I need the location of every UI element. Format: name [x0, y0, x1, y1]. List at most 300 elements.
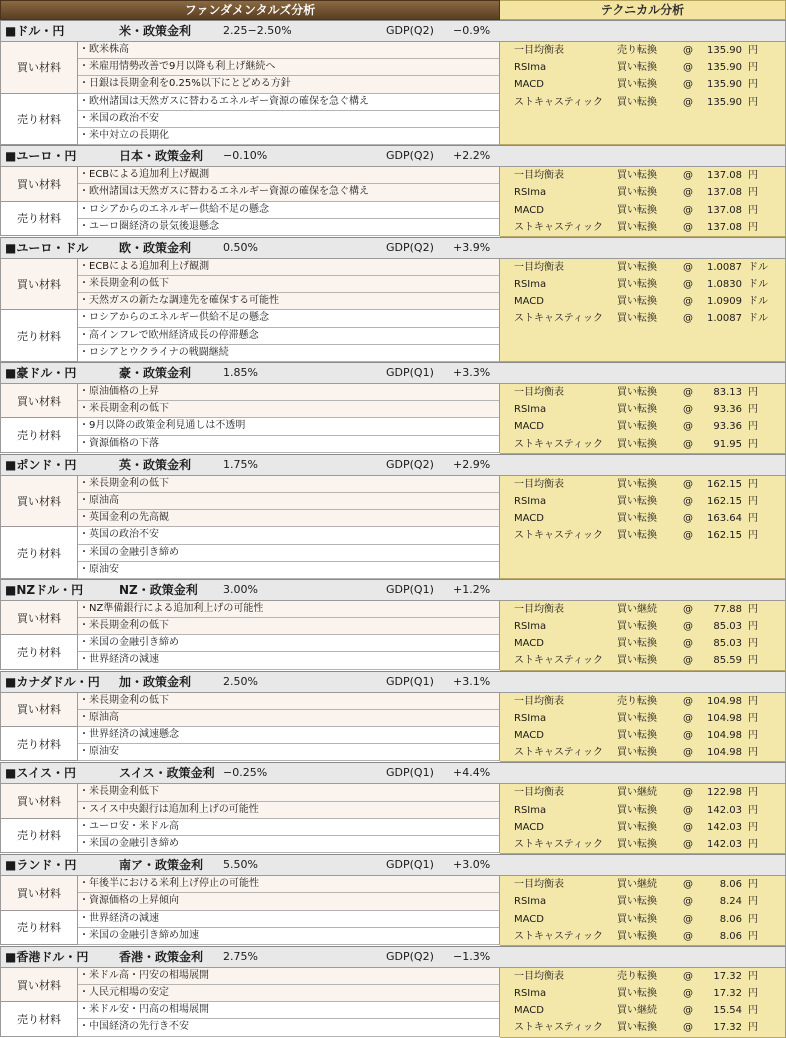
signal-text: 買い転換: [617, 96, 657, 108]
sell-factors-group: [0, 911, 500, 945]
sell-factor-item: ・米中対立の長期化: [78, 128, 499, 145]
price-value: 1.0909: [707, 296, 742, 308]
buy-factors-list: [78, 384, 500, 418]
buy-factors-label: 買い材料: [0, 693, 78, 727]
buy-factor-item: ・人民元相場の安定: [78, 985, 499, 1002]
price-value: 162.15: [707, 495, 742, 507]
technical-block: [500, 167, 786, 237]
technical-row: [500, 693, 785, 710]
price-unit: 円: [748, 513, 758, 525]
indicator-name: MACD: [514, 730, 544, 741]
at-sign: @: [683, 930, 693, 942]
at-sign: @: [683, 879, 693, 891]
buy-factors-list: [78, 601, 500, 635]
currency-pair-name: ■スイス・円: [5, 766, 76, 781]
indicator-name: RSIma: [514, 621, 547, 633]
signal-text: 買い転換: [617, 638, 657, 650]
buy-factors-label: 買い材料: [0, 259, 78, 311]
at-sign: @: [683, 530, 693, 542]
signal-text: 買い転換: [617, 387, 657, 398]
signal-text: 買い転換: [617, 1022, 657, 1034]
indicator-name: 一目均衡表: [514, 478, 564, 490]
price-value: 93.36: [713, 421, 742, 433]
signal-text: 売り転換: [617, 970, 657, 982]
technical-row: [500, 59, 785, 76]
price-value: 142.03: [707, 838, 742, 850]
sell-factors-label: 売り材料: [0, 202, 78, 236]
indicator-name: ストキャスティック: [514, 221, 603, 233]
sell-factors-group: [0, 202, 500, 236]
technical-row: [500, 418, 785, 435]
buy-factor-item: ・年後半における米利上げ停止の可能性: [78, 876, 499, 893]
price-unit: 円: [748, 804, 758, 816]
buy-factors-label: 買い材料: [0, 968, 78, 1002]
currency-pair-name: ■ユーロ・円: [5, 149, 77, 164]
gdp-label: GDP(Q2): [386, 240, 434, 254]
section-title-row: [0, 20, 786, 42]
at-sign: @: [683, 1022, 693, 1034]
fundamentals-block: [0, 384, 500, 454]
sell-factor-item: ・中国経済の先行き不安: [78, 1019, 499, 1036]
buy-factors-list: [78, 968, 500, 1002]
technical-row: [500, 727, 785, 744]
price-unit: 円: [748, 988, 758, 1000]
buy-factors-label: 買い材料: [0, 601, 78, 635]
sell-factors-list: [78, 727, 500, 761]
buy-factor-item: ・米長期金利の低下: [78, 276, 499, 293]
signal-text: 買い転換: [617, 187, 657, 199]
sell-factors-label: 売り材料: [0, 1002, 78, 1036]
at-sign: @: [683, 787, 693, 799]
technical-row: [500, 601, 785, 618]
buy-factors-group: [0, 167, 500, 201]
technical-row: [500, 911, 785, 928]
currency-pair-name: ■ポンド・円: [5, 457, 77, 472]
price-unit: 円: [748, 387, 758, 398]
signal-text: 買い継続: [617, 1005, 657, 1017]
gdp-label: GDP(Q2): [386, 949, 434, 963]
policy-rate-value: 5.50%: [223, 858, 258, 872]
price-unit: 円: [748, 204, 758, 216]
technical-row: [500, 618, 785, 635]
buy-factors-list: [78, 784, 500, 818]
sell-factor-item: ・ユーロ圏経済の景気後退懸念: [78, 219, 499, 236]
signal-text: 買い継続: [617, 787, 657, 799]
price-value: 104.98: [707, 695, 742, 707]
indicator-name: RSIma: [514, 62, 547, 74]
section-body: [0, 42, 786, 145]
table-header-row: [0, 0, 786, 20]
at-sign: @: [683, 261, 693, 273]
technical-block: [500, 876, 786, 946]
at-sign: @: [683, 970, 693, 982]
indicator-name: ストキャスティック: [514, 838, 603, 850]
gdp-label: GDP(Q2): [386, 149, 434, 163]
section-title-row: [0, 362, 786, 384]
indicator-name: ストキャスティック: [514, 930, 603, 942]
price-value: 122.98: [707, 787, 742, 799]
policy-rate-label: 欧・政策金利: [119, 240, 192, 255]
currency-sections: [0, 20, 786, 1038]
policy-rate-value: 3.00%: [223, 582, 258, 596]
indicator-name: 一目均衡表: [514, 695, 564, 707]
sell-factor-item: ・世界経済の減速: [78, 652, 499, 669]
sell-factor-item: ・米国の政治不安: [78, 111, 499, 128]
indicator-name: RSIma: [514, 712, 547, 724]
price-unit: 円: [748, 438, 758, 450]
price-unit: 円: [748, 96, 758, 108]
buy-factor-item: ・欧米株高: [78, 42, 499, 59]
signal-text: 買い転換: [617, 421, 657, 433]
policy-rate-value: 2.75%: [223, 949, 258, 963]
sell-factor-item: ・世界経済の減速: [78, 911, 499, 928]
price-unit: 円: [748, 970, 758, 982]
indicator-name: MACD: [514, 638, 544, 650]
buy-factors-list: [78, 693, 500, 727]
section-body: [0, 167, 786, 237]
indicator-name: 一目均衡表: [514, 170, 564, 182]
technical-row: [500, 436, 785, 453]
buy-factor-item: ・米ドル高・円安の相場展開: [78, 968, 499, 985]
buy-factors-group: [0, 784, 500, 818]
buy-factor-item: ・米長期金利の低下: [78, 476, 499, 493]
fundamentals-block: [0, 42, 500, 145]
indicator-name: RSIma: [514, 804, 547, 816]
buy-factor-item: ・英国金利の先高観: [78, 510, 499, 527]
sell-factors-list: [78, 819, 500, 853]
price-value: 85.03: [713, 621, 742, 633]
indicator-name: ストキャスティック: [514, 747, 603, 759]
sell-factors-group: [0, 527, 500, 579]
signal-text: 買い転換: [617, 913, 657, 925]
signal-text: 買い転換: [617, 988, 657, 1000]
at-sign: @: [683, 913, 693, 925]
price-unit: 円: [748, 747, 758, 759]
technical-row: [500, 836, 785, 853]
signal-text: 買い転換: [617, 296, 657, 308]
sell-factors-group: [0, 94, 500, 146]
gdp-value: +2.9%: [453, 457, 491, 471]
technical-row: [500, 635, 785, 652]
signal-text: 買い転換: [617, 655, 657, 667]
technical-row: [500, 276, 785, 293]
section-title-row: [0, 145, 786, 167]
gdp-label: GDP(Q1): [386, 858, 434, 872]
at-sign: @: [683, 421, 693, 433]
price-value: 162.15: [707, 478, 742, 490]
technical-row: [500, 493, 785, 510]
policy-rate-label: スイス・政策金利: [119, 766, 215, 781]
signal-text: 買い転換: [617, 621, 657, 633]
buy-factors-list: [78, 42, 500, 94]
buy-factor-item: ・米長期金利の低下: [78, 693, 499, 710]
currency-section: [0, 237, 786, 362]
policy-rate-label: 豪・政策金利: [119, 366, 192, 380]
gdp-value: +3.9%: [453, 240, 491, 254]
signal-text: 買い転換: [617, 747, 657, 759]
price-unit: 円: [748, 1005, 758, 1017]
at-sign: @: [683, 730, 693, 741]
sell-factors-label: 売り材料: [0, 727, 78, 761]
price-value: 135.90: [707, 96, 742, 108]
buy-factor-item: ・日銀は長期金利を0.25%以下にとどめる方針: [78, 76, 499, 93]
price-value: 17.32: [713, 988, 742, 1000]
price-value: 104.98: [707, 747, 742, 759]
at-sign: @: [683, 495, 693, 507]
price-value: 8.06: [719, 879, 742, 891]
section-title-row: [0, 579, 786, 601]
price-unit: 円: [748, 695, 758, 707]
price-value: 91.95: [713, 438, 742, 450]
buy-factor-item: ・米雇用情勢改善で9月以降も利上げ継続へ: [78, 59, 499, 76]
indicator-name: MACD: [514, 204, 544, 216]
technical-row: [500, 928, 785, 945]
at-sign: @: [683, 187, 693, 199]
signal-text: 買い継続: [617, 603, 657, 615]
sell-factor-item: ・ユーロ安・米ドル高: [78, 819, 499, 836]
price-value: 135.90: [707, 79, 742, 91]
sell-factor-item: ・高インフレで欧州経済成長の停滞懸念: [78, 328, 499, 345]
technical-row: [500, 401, 785, 418]
technical-row: [500, 219, 785, 236]
gdp-label: GDP(Q1): [386, 674, 434, 688]
price-unit: ドル: [748, 261, 768, 273]
sell-factors-list: [78, 310, 500, 362]
indicator-name: MACD: [514, 913, 544, 925]
sell-factors-list: [78, 635, 500, 669]
signal-text: 買い転換: [617, 404, 657, 416]
at-sign: @: [683, 313, 693, 325]
buy-factors-list: [78, 167, 500, 201]
price-unit: 円: [748, 170, 758, 182]
section-title-row: [0, 946, 786, 968]
sell-factor-item: ・ロシアとウクライナの戦闘継続: [78, 345, 499, 362]
price-value: 137.08: [707, 187, 742, 199]
signal-text: 買い転換: [617, 204, 657, 216]
technical-block: [500, 601, 786, 671]
buy-factors-group: [0, 259, 500, 311]
technical-row: [500, 527, 785, 544]
sell-factor-item: ・米国の金融引き締め: [78, 635, 499, 652]
technical-row: [500, 42, 785, 59]
price-unit: 円: [748, 45, 758, 56]
at-sign: @: [683, 838, 693, 850]
currency-section: [0, 20, 786, 145]
price-value: 17.32: [713, 1022, 742, 1034]
signal-text: 買い転換: [617, 478, 657, 490]
price-value: 1.0087: [707, 261, 742, 273]
currency-pair-name: ■カナダドル・円: [5, 674, 100, 689]
buy-factors-list: [78, 876, 500, 910]
sell-factors-label: 売り材料: [0, 418, 78, 452]
price-value: 135.90: [707, 62, 742, 74]
technical-row: [500, 784, 785, 801]
signal-text: 買い転換: [617, 530, 657, 542]
sell-factor-item: ・ロシアからのエネルギー供給不足の懸念: [78, 202, 499, 219]
at-sign: @: [683, 988, 693, 1000]
at-sign: @: [683, 221, 693, 233]
currency-section: [0, 762, 786, 854]
gdp-label: GDP(Q2): [386, 457, 434, 471]
buy-factor-item: ・天然ガスの新たな調達先を確保する可能性: [78, 293, 499, 310]
technical-row: [500, 184, 785, 201]
buy-factors-label: 買い材料: [0, 784, 78, 818]
price-value: 8.06: [719, 930, 742, 942]
at-sign: @: [683, 695, 693, 707]
buy-factors-list: [78, 476, 500, 528]
price-unit: ドル: [748, 296, 768, 308]
indicator-name: 一目均衡表: [514, 787, 564, 799]
currency-pair-name: ■豪ドル・円: [5, 366, 77, 380]
buy-factor-item: ・NZ準備銀行による追加利上げの可能性: [78, 601, 499, 618]
signal-text: 買い転換: [617, 821, 657, 833]
technical-row: [500, 1002, 785, 1019]
technical-row: [500, 710, 785, 727]
fundamentals-block: [0, 693, 500, 763]
technical-row: [500, 510, 785, 527]
fundamentals-header: ファンダメンタルズ分析: [0, 0, 500, 20]
price-value: 15.54: [713, 1005, 742, 1017]
price-unit: 円: [748, 655, 758, 667]
signal-text: 買い継続: [617, 879, 657, 891]
policy-rate-value: 2.25−2.50%: [223, 24, 292, 37]
indicator-name: ストキャスティック: [514, 1022, 603, 1034]
price-value: 104.98: [707, 712, 742, 724]
section-title-row: [0, 854, 786, 876]
signal-text: 買い転換: [617, 313, 657, 325]
gdp-value: +2.2%: [453, 149, 491, 163]
currency-section: [0, 454, 786, 579]
policy-rate-label: 南ア・政策金利: [119, 858, 204, 873]
currency-pair-name: ■ランド・円: [5, 858, 77, 873]
signal-text: 買い転換: [617, 79, 657, 91]
buy-factor-item: ・スイス中央銀行は追加利上げの可能性: [78, 802, 499, 819]
signal-text: 売り転換: [617, 45, 657, 56]
price-value: 142.03: [707, 804, 742, 816]
technical-row: [500, 476, 785, 493]
section-body: [0, 968, 786, 1038]
sell-factor-item: ・米国の金融引き締め: [78, 836, 499, 853]
signal-text: 買い転換: [617, 712, 657, 724]
at-sign: @: [683, 279, 693, 291]
technical-row: [500, 202, 785, 219]
technical-block: [500, 384, 786, 454]
currency-section: [0, 946, 786, 1038]
sell-factor-item: ・世界経済の減速懸念: [78, 727, 499, 744]
buy-factors-label: 買い材料: [0, 876, 78, 910]
indicator-name: RSIma: [514, 279, 547, 291]
sell-factor-item: ・資源価格の下落: [78, 436, 499, 453]
sell-factors-group: [0, 727, 500, 761]
price-value: 137.08: [707, 221, 742, 233]
price-value: 77.88: [713, 603, 742, 615]
signal-text: 買い転換: [617, 170, 657, 182]
fundamentals-block: [0, 259, 500, 362]
price-unit: 円: [748, 221, 758, 233]
technical-row: [500, 94, 785, 111]
technical-row: [500, 893, 785, 910]
sell-factors-list: [78, 94, 500, 146]
price-value: 85.59: [713, 655, 742, 667]
price-value: 1.0087: [707, 313, 742, 325]
buy-factor-item: ・ECBによる追加利上げ観測: [78, 167, 499, 184]
price-value: 142.03: [707, 821, 742, 833]
sell-factors-label: 売り材料: [0, 94, 78, 146]
price-unit: 円: [748, 638, 758, 650]
at-sign: @: [683, 513, 693, 525]
gdp-value: +3.3%: [453, 366, 491, 379]
fundamentals-block: [0, 167, 500, 237]
currency-section: [0, 362, 786, 454]
price-value: 85.03: [713, 638, 742, 650]
at-sign: @: [683, 821, 693, 833]
policy-rate-value: 1.85%: [223, 366, 258, 379]
price-unit: 円: [748, 1022, 758, 1034]
signal-text: 買い転換: [617, 438, 657, 450]
buy-factors-list: [78, 259, 500, 311]
currency-pair-name: ■香港ドル・円: [5, 949, 89, 964]
sell-factors-list: [78, 418, 500, 452]
signal-text: 買い転換: [617, 730, 657, 741]
section-body: [0, 259, 786, 362]
price-unit: 円: [748, 821, 758, 833]
at-sign: @: [683, 1005, 693, 1017]
buy-factors-group: [0, 876, 500, 910]
technical-block: [500, 259, 786, 362]
technical-row: [500, 876, 785, 893]
indicator-name: 一目均衡表: [514, 261, 564, 273]
technical-block: [500, 693, 786, 763]
price-unit: 円: [748, 879, 758, 891]
at-sign: @: [683, 387, 693, 398]
buy-factor-item: ・米長期金利の低下: [78, 401, 499, 418]
sell-factors-list: [78, 202, 500, 236]
currency-section: [0, 579, 786, 671]
gdp-label: GDP(Q1): [386, 766, 434, 780]
policy-rate-label: 英・政策金利: [119, 457, 192, 472]
price-value: 137.08: [707, 170, 742, 182]
price-value: 104.98: [707, 730, 742, 741]
buy-factor-item: ・原油価格の上昇: [78, 384, 499, 401]
buy-factors-group: [0, 42, 500, 94]
indicator-name: MACD: [514, 513, 544, 525]
gdp-value: +3.0%: [453, 858, 491, 872]
currency-pair-name: ■ドル・円: [5, 24, 65, 38]
indicator-name: RSIma: [514, 896, 547, 908]
sell-factors-group: [0, 418, 500, 452]
fundamentals-block: [0, 601, 500, 671]
sell-factors-label: 売り材料: [0, 911, 78, 945]
buy-factors-group: [0, 968, 500, 1002]
currency-section: [0, 854, 786, 946]
at-sign: @: [683, 404, 693, 416]
indicator-name: MACD: [514, 421, 544, 433]
sell-factors-group: [0, 635, 500, 669]
sell-factor-item: ・米国の金融引き締め: [78, 545, 499, 562]
policy-rate-label: NZ・政策金利: [119, 582, 198, 597]
buy-factor-item: ・欧州諸国は天然ガスに替わるエネルギー資源の確保を急ぐ構え: [78, 184, 499, 201]
sell-factor-item: ・米国の金融引き締め加速: [78, 928, 499, 945]
price-unit: ドル: [748, 279, 768, 291]
technical-block: [500, 784, 786, 854]
technical-block: [500, 476, 786, 579]
technical-row: [500, 310, 785, 327]
signal-text: 買い転換: [617, 838, 657, 850]
section-title-row: [0, 237, 786, 259]
buy-factors-group: [0, 476, 500, 528]
technical-row: [500, 259, 785, 276]
policy-rate-value: −0.25%: [223, 766, 268, 780]
